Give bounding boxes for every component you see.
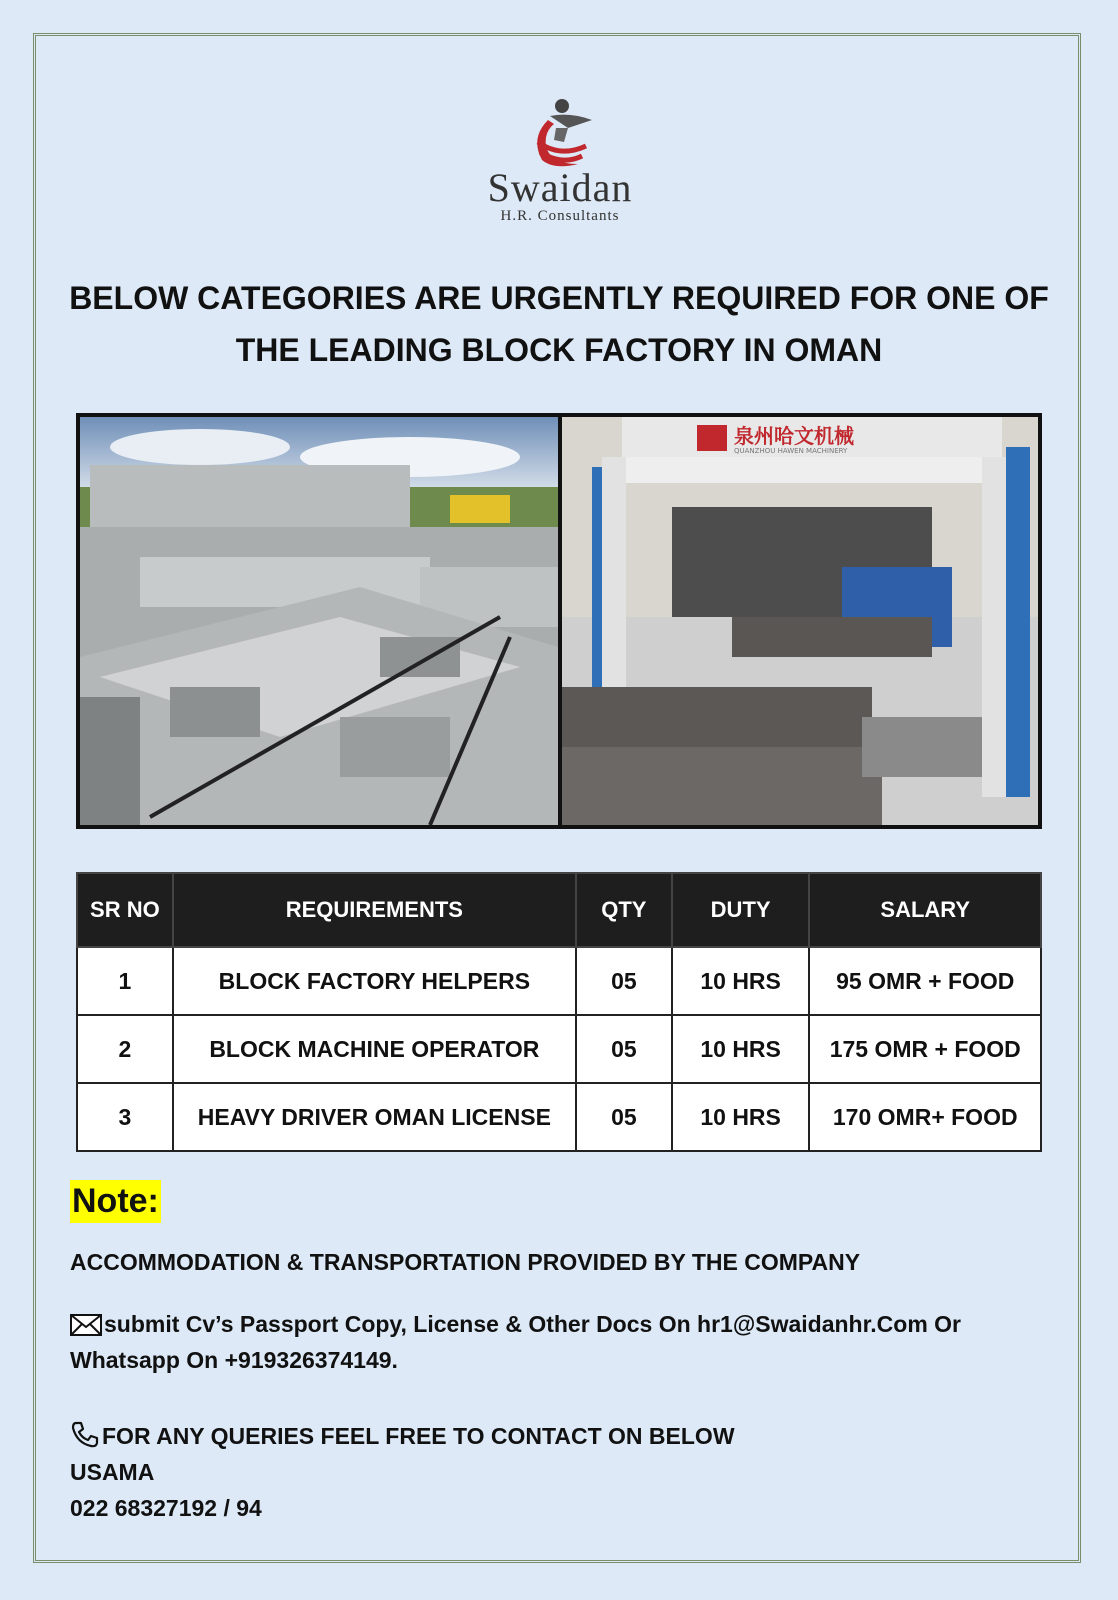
cell-duty: 10 HRS <box>672 947 810 1015</box>
cell-duty: 10 HRS <box>672 1083 810 1151</box>
header-requirements: REQUIREMENTS <box>173 873 576 947</box>
brand-name: Swaidan <box>487 165 633 210</box>
header-duty: DUTY <box>672 873 810 947</box>
cell-qty: 05 <box>576 947 672 1015</box>
cell-salary: 175 OMR + FOOD <box>809 1015 1041 1083</box>
cell-requirement: BLOCK FACTORY HELPERS <box>173 947 576 1015</box>
contact-block <box>70 1418 735 1526</box>
company-logo <box>455 98 665 228</box>
cell-qty: 05 <box>576 1083 672 1151</box>
requirements-table <box>76 872 1042 1152</box>
header-salary: SALARY <box>809 873 1041 947</box>
contact-phone: 022 68327192 / 94 <box>70 1495 262 1521</box>
cell-sr-no: 2 <box>77 1015 173 1083</box>
machinery-sign-en: QUANZHOU HAWEN MACHINERY <box>734 447 848 455</box>
queries-text: FOR ANY QUERIES FEEL FREE TO CONTACT ON BELOW <box>102 1423 735 1449</box>
cell-salary: 170 OMR+ FOOD <box>809 1083 1041 1151</box>
contact-name: USAMA <box>70 1459 155 1485</box>
brand-subtitle: H.R. Consultants <box>500 208 620 224</box>
table-row <box>77 1083 1041 1151</box>
headline-line-2: THE LEADING BLOCK FACTORY IN OMAN <box>235 332 883 368</box>
note-title: Note: <box>70 1180 161 1223</box>
cell-duty: 10 HRS <box>672 1015 810 1083</box>
headline-line-1: BELOW CATEGORIES ARE URGENTLY REQUIRED FOR ONE OF <box>69 280 1049 316</box>
machinery-sign-cn: 泉州哈文机械 <box>734 424 854 448</box>
photo-strip <box>76 413 1042 829</box>
envelope-icon <box>70 1314 102 1336</box>
header-qty: QTY <box>576 873 672 947</box>
block-machine-photo <box>562 417 1038 825</box>
table-row <box>77 947 1041 1015</box>
table-row <box>77 1015 1041 1083</box>
swaidan-logo-icon <box>520 98 600 173</box>
submit-line-1: submit Cv’s Passport Copy, License & Other Docs On hr1@Swaidanhr.Com Or <box>104 1311 962 1337</box>
cell-sr-no: 1 <box>77 947 173 1015</box>
cell-qty: 05 <box>576 1015 672 1083</box>
cell-salary: 95 OMR + FOOD <box>809 947 1041 1015</box>
concrete-blocks-photo <box>80 417 558 825</box>
submit-instructions <box>70 1306 961 1378</box>
cell-sr-no: 3 <box>77 1083 173 1151</box>
submit-line-2: Whatsapp On +919326374149. <box>70 1347 398 1373</box>
table-header-row <box>77 873 1041 947</box>
cell-requirement: BLOCK MACHINE OPERATOR <box>173 1015 576 1083</box>
cell-requirement: HEAVY DRIVER OMAN LICENSE <box>173 1083 576 1151</box>
phone-icon <box>70 1420 100 1448</box>
accommodation-note: ACCOMMODATION & TRANSPORTATION PROVIDED BY THE COMPANY <box>70 1249 861 1275</box>
page-headline <box>60 272 1058 376</box>
header-sr-no: SR NO <box>77 873 173 947</box>
